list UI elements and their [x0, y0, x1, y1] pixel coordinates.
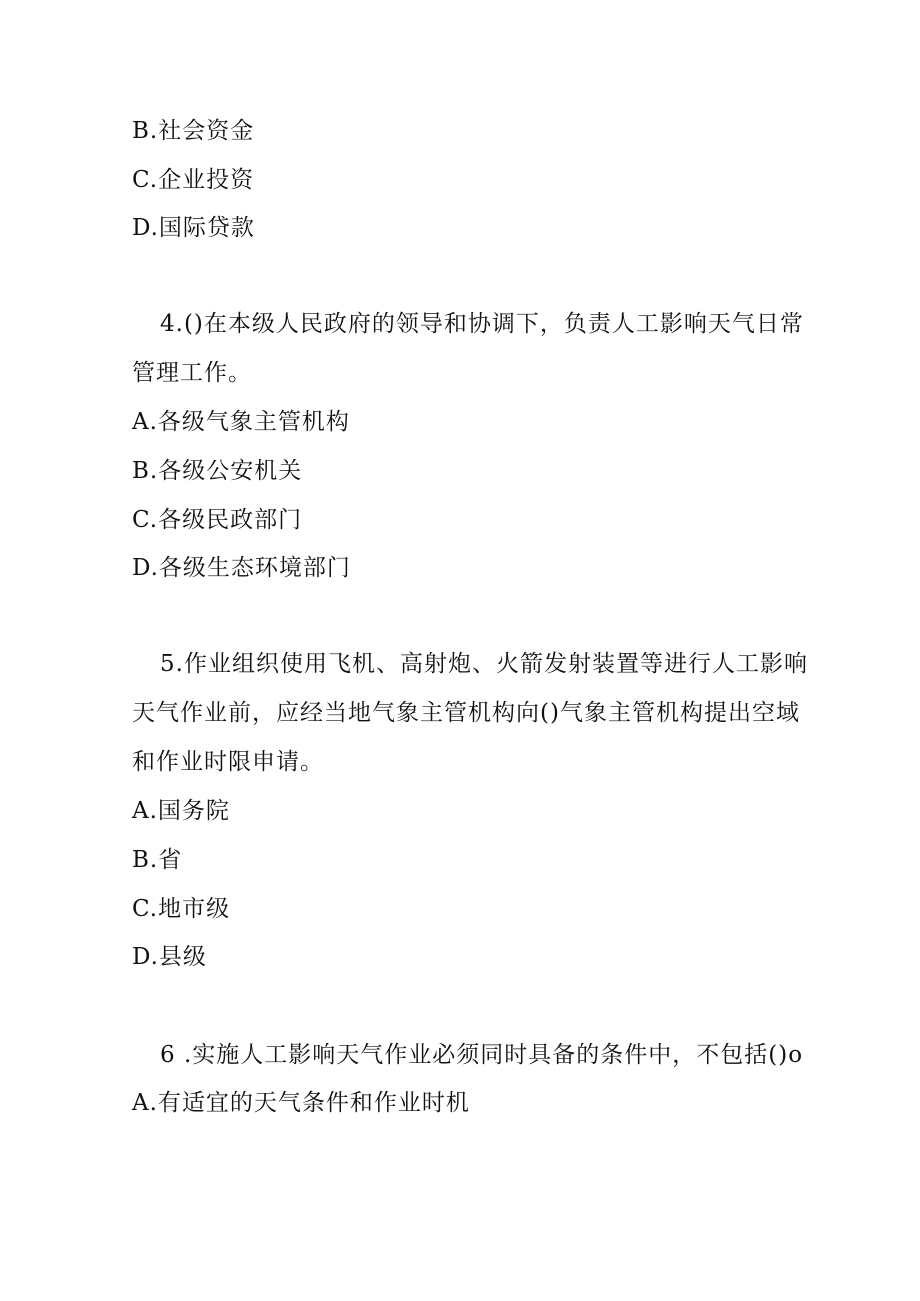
q4-option-a: A.各级气象主管机构: [132, 409, 350, 435]
q4-option-c: C.各级民政部门: [132, 507, 303, 533]
q3-option-d: D.国际贷款: [132, 215, 255, 241]
q4-option-d: D.各级生态环境部门: [132, 555, 351, 581]
q5-stem-line-1: 5.作业组织使用飞机、高射炮、火箭发射装置等进行人工影响: [160, 651, 808, 677]
q5-option-b: B.省: [132, 847, 183, 873]
q4-option-b: B.各级公安机关: [132, 458, 303, 484]
q3-option-b: B.社会资金: [132, 118, 255, 144]
q5-option-a: A.国务院: [132, 798, 230, 824]
q5-option-d: D.县级: [132, 944, 207, 970]
q6-stem-line-1: 6 .实施人工影响天气作业必须同时具备的条件中，不包括()o: [160, 1042, 804, 1068]
q5-option-c: C.地市级: [132, 896, 231, 922]
q6-option-a: A.有适宜的天气条件和作业时机: [132, 1090, 470, 1116]
q4-stem-line-1: 4.()在本级人民政府的领导和协调下，负责人工影响天气日常: [160, 311, 804, 337]
q5-stem-line-3: 和作业时限申请。: [132, 749, 324, 775]
q3-option-c: C.企业投资: [132, 167, 255, 193]
q5-stem-line-2: 天气作业前，应经当地气象主管机构向()气象主管机构提出空域: [132, 700, 800, 726]
q4-stem-line-2: 管理工作。: [132, 360, 252, 386]
